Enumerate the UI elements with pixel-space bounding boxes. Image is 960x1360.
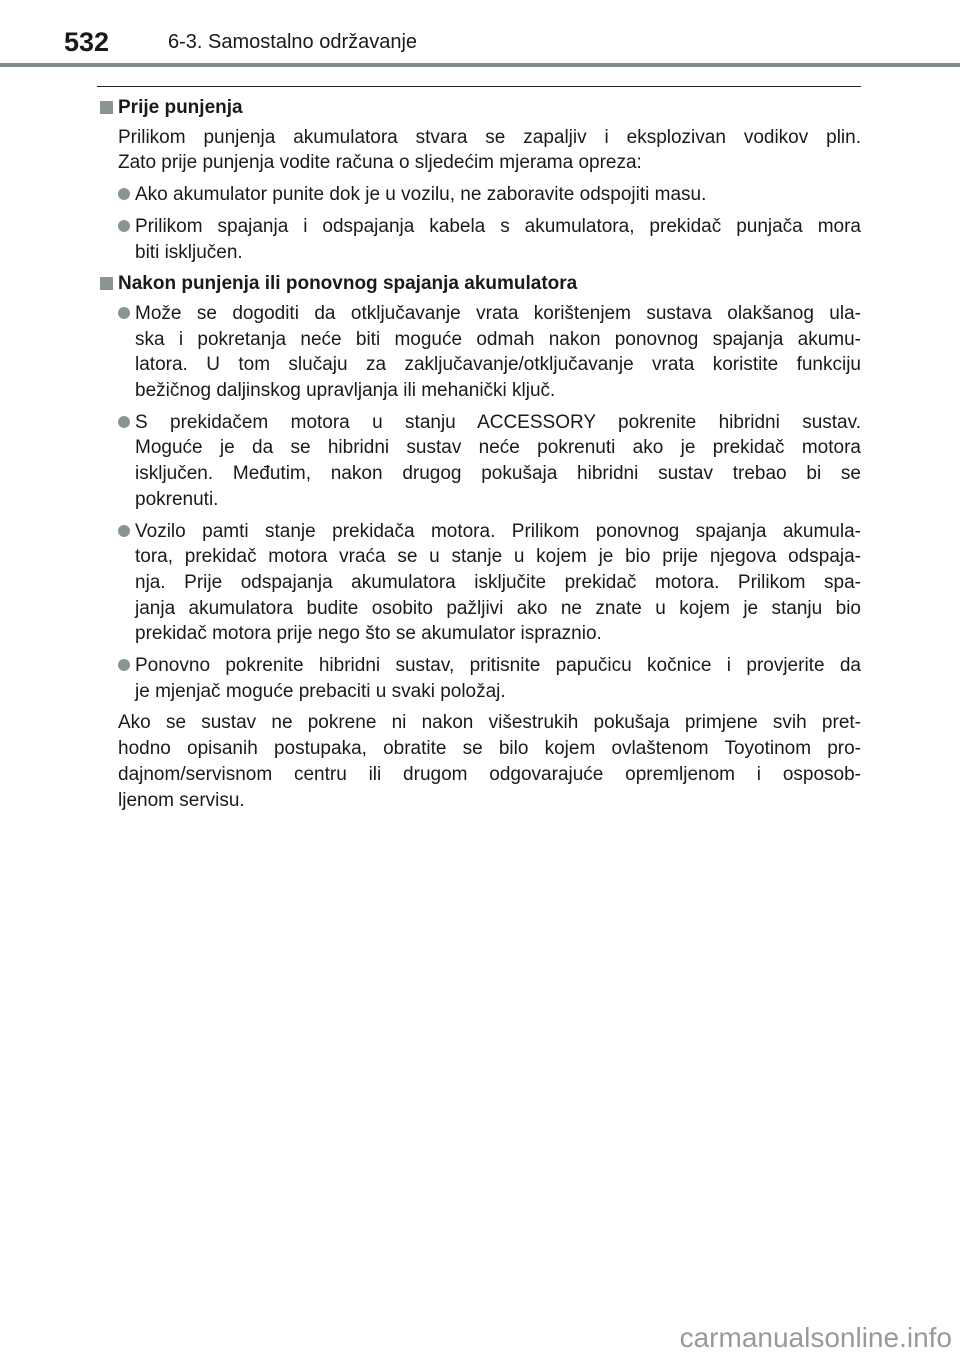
circle-bullet-icon	[118, 416, 130, 428]
bullet-item	[97, 410, 861, 513]
text-line: Ako se sustav ne pokrene ni nakon višestrukih pokušaja primjene svih pret-	[118, 712, 861, 734]
text-line: prekidač motora prije nego što se akumulator ispraznio.	[135, 623, 602, 645]
content-divider	[97, 86, 861, 87]
text-line: Moguće je da se hibridni sustav neće pokrenuti ako je prekidač motora	[135, 437, 861, 459]
content-body	[97, 95, 861, 819]
paragraph	[97, 710, 861, 813]
text-line: ljenom servisu.	[118, 789, 245, 811]
heading-text: Prije punjenja	[118, 97, 243, 118]
section-heading	[97, 95, 861, 121]
text-line: janja akumulatora budite osobito pažljivi ako ne znate u kojem je stanju bio	[135, 597, 861, 619]
text-line: tora, prekidač motora vraća se u stanje u kojem je bio prije njegova odspaja-	[135, 546, 861, 568]
text-line: Prilikom spajanja i odspajanja kabela s akumulatora, prekidač punjača mora	[135, 215, 861, 237]
text-line: Zato prije punjenja vodite računa o sljedećim mjerama opreza:	[118, 152, 642, 174]
square-bullet-icon	[100, 277, 113, 290]
bullet-item	[97, 653, 861, 704]
paragraph	[97, 125, 861, 176]
circle-bullet-icon	[118, 659, 130, 671]
text-line: hodno opisanih postupaka, obratite se bilo kojem ovlaštenom Toyotinom pro-	[118, 738, 861, 760]
bullet-item	[97, 214, 861, 265]
circle-bullet-icon	[118, 220, 130, 232]
text-line: dajnom/servisnom centru ili drugom odgovarajuće opremljenom i osposob-	[118, 763, 861, 785]
text-line: nja. Prije odspajanja akumulatora isključite prekidač motora. Prilikom spa-	[135, 571, 861, 593]
text-line: biti isključen.	[135, 241, 243, 263]
bullet-item	[97, 519, 861, 648]
square-bullet-icon	[100, 101, 113, 114]
watermark: carmanualsonline.info	[679, 1322, 952, 1353]
header-rule	[0, 63, 960, 67]
text-line: isključen. Međutim, nakon drugog pokušaja hibridni sustav trebao bi se	[135, 463, 861, 485]
page-number: 532	[64, 27, 110, 57]
circle-bullet-icon	[118, 525, 130, 537]
text-line: bežičnog daljinskog upravljanja ili mehanički ključ.	[135, 380, 556, 402]
text-line: Ako akumulator punite dok je u vozilu, ne zaboravite odspojiti masu.	[135, 184, 707, 206]
text-line: Može se dogoditi da otključavanje vrata korištenjem sustava olakšanog ula-	[135, 302, 861, 324]
text-line: Prilikom punjenja akumulatora stvara se zapaljiv i eksplozivan vodikov plin.	[118, 126, 861, 148]
text-line: Vozilo pamti stanje prekidača motora. Prilikom ponovnog spajanja akumula-	[135, 520, 861, 542]
text-line: je mjenjač moguće prebaciti u svaki položaj.	[135, 680, 506, 702]
heading-text: Nakon punjenja ili ponovnog spajanja akumulatora	[118, 273, 578, 295]
circle-bullet-icon	[118, 188, 130, 200]
bullet-item	[97, 301, 861, 404]
text-line: Ponovno pokrenite hibridni sustav, pritisnite papučicu kočnice i provjerite da	[135, 655, 861, 677]
section-heading	[97, 271, 861, 297]
circle-bullet-icon	[118, 307, 130, 319]
text-line: ska i pokretanja neće biti moguće odmah nakon ponovnog spajanja akumu-	[135, 328, 861, 350]
text-line: latora. U tom slučaju za zaključavanje/otključavanje vrata koristite funkciju	[135, 354, 861, 376]
text-line: S prekidačem motora u stanju ACCESSORY pokrenite hibridni sustav.	[135, 411, 861, 433]
section-title: 6-3. Samostalno održavanje	[168, 31, 418, 53]
bullet-item	[97, 182, 861, 208]
text-line: pokrenuti.	[135, 488, 219, 510]
